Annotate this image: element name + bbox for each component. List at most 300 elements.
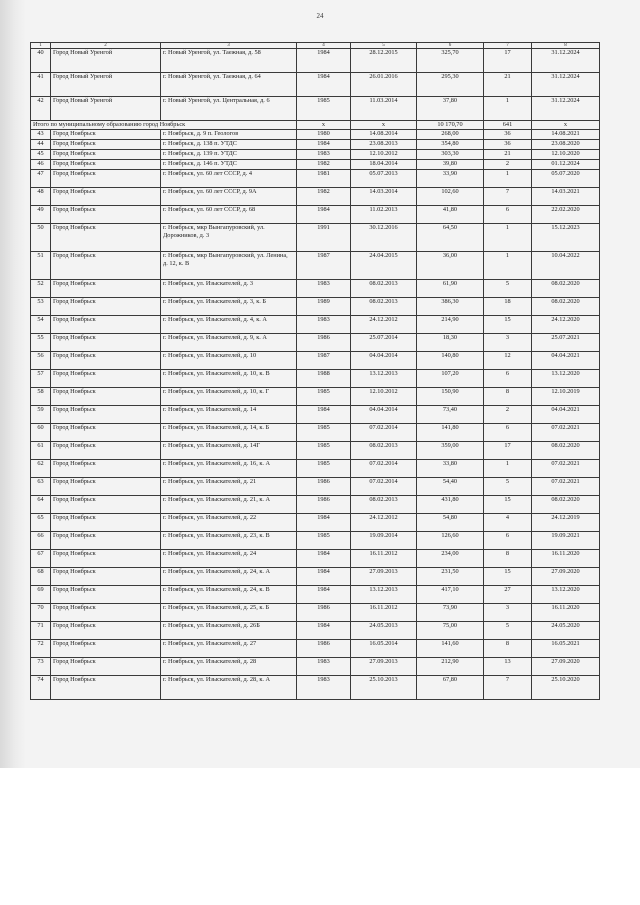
row-number: 59 xyxy=(31,406,51,424)
address-cell: г. Ноябрьск, д. 138 п. УТДС xyxy=(161,140,297,150)
municipality-cell: Город Ноябрьск xyxy=(51,130,161,140)
relocation-deadline-cell: 24.12.2019 xyxy=(532,514,600,532)
build-year-cell: 1984 xyxy=(297,73,351,97)
build-year-cell: 1986 xyxy=(297,604,351,622)
column-number: 3 xyxy=(161,43,297,49)
table-row xyxy=(31,170,600,188)
municipality-cell: Город Ноябрьск xyxy=(51,170,161,188)
relocation-deadline-cell: 16.11.2020 xyxy=(532,550,600,568)
address-cell: г. Ноябрьск, ул. Изыскателей, д. 4, к. А xyxy=(161,316,297,334)
municipality-cell: Город Ноябрьск xyxy=(51,298,161,316)
emergency-date-cell: 07.02.2014 xyxy=(351,460,417,478)
address-cell: г. Ноябрьск, д. 146 п. УТДС xyxy=(161,160,297,170)
table-row xyxy=(31,160,600,170)
emergency-date-cell: 13.12.2013 xyxy=(351,370,417,388)
build-year-cell: 1987 xyxy=(297,252,351,280)
relocation-deadline-cell: 08.02.2020 xyxy=(532,442,600,460)
table-row xyxy=(31,496,600,514)
total-residents: 641 xyxy=(484,121,532,130)
row-number: 66 xyxy=(31,532,51,550)
address-cell: г. Ноябрьск, ул. Изыскателей, д. 24, к. А xyxy=(161,568,297,586)
relocation-deadline-cell: 07.02.2021 xyxy=(532,478,600,496)
build-year-cell: 1984 xyxy=(297,586,351,604)
area-cell: 359,00 xyxy=(417,442,484,460)
municipality-total-row xyxy=(31,121,600,130)
relocation-deadline-cell: 31.12.2024 xyxy=(532,73,600,97)
row-number: 43 xyxy=(31,130,51,140)
row-number: 40 xyxy=(31,49,51,73)
relocation-deadline-cell: 10.04.2022 xyxy=(532,252,600,280)
area-cell: 54,40 xyxy=(417,478,484,496)
address-cell: г. Ноябрьск, ул. Изыскателей, д. 14 xyxy=(161,406,297,424)
build-year-cell: 1986 xyxy=(297,496,351,514)
relocation-deadline-cell: 24.05.2020 xyxy=(532,622,600,640)
table-row xyxy=(31,442,600,460)
municipality-cell: Город Ноябрьск xyxy=(51,160,161,170)
municipality-cell: Город Ноябрьск xyxy=(51,280,161,298)
table-row xyxy=(31,586,600,604)
area-cell: 303,30 xyxy=(417,150,484,160)
row-number: 49 xyxy=(31,206,51,224)
emergency-date-cell: 24.04.2015 xyxy=(351,252,417,280)
emergency-date-cell: 08.02.2013 xyxy=(351,496,417,514)
area-cell: 431,80 xyxy=(417,496,484,514)
row-number: 69 xyxy=(31,586,51,604)
municipality-cell: Город Ноябрьск xyxy=(51,140,161,150)
column-number: 1 xyxy=(31,43,51,49)
build-year-cell: 1984 xyxy=(297,406,351,424)
build-year-cell: 1983 xyxy=(297,150,351,160)
relocation-deadline-cell: 08.02.2020 xyxy=(532,280,600,298)
residents-cell: 6 xyxy=(484,424,532,442)
row-number: 70 xyxy=(31,604,51,622)
residents-cell: 17 xyxy=(484,49,532,73)
total-area: 10 170,70 xyxy=(417,121,484,130)
relocation-deadline-cell: 27.09.2020 xyxy=(532,658,600,676)
build-year-cell: 1980 xyxy=(297,130,351,140)
area-cell: 107,20 xyxy=(417,370,484,388)
build-year-cell: 1988 xyxy=(297,370,351,388)
table-row xyxy=(31,676,600,700)
build-year-cell: 1984 xyxy=(297,140,351,150)
row-number: 68 xyxy=(31,568,51,586)
residents-cell: 4 xyxy=(484,514,532,532)
emergency-date-cell: 14.08.2014 xyxy=(351,130,417,140)
row-number: 48 xyxy=(31,188,51,206)
residents-cell: 17 xyxy=(484,442,532,460)
residents-cell: 15 xyxy=(484,496,532,514)
area-cell: 33,80 xyxy=(417,460,484,478)
column-number: 5 xyxy=(351,43,417,49)
address-cell: г. Ноябрьск, ул. Изыскателей, д. 16, к. А xyxy=(161,460,297,478)
emergency-date-cell: 16.05.2014 xyxy=(351,640,417,658)
residents-cell: 21 xyxy=(484,150,532,160)
address-cell: г. Ноябрьск, ул. Изыскателей, д. 14, к. Б xyxy=(161,424,297,442)
row-number: 61 xyxy=(31,442,51,460)
address-cell: г. Ноябрьск, д. 139 п. УТДС xyxy=(161,150,297,160)
table-row xyxy=(31,73,600,97)
row-number: 64 xyxy=(31,496,51,514)
row-number: 58 xyxy=(31,388,51,406)
residents-cell: 7 xyxy=(484,188,532,206)
build-year-cell: 1985 xyxy=(297,97,351,121)
municipality-cell: Город Ноябрьск xyxy=(51,370,161,388)
table-row xyxy=(31,130,600,140)
row-number: 55 xyxy=(31,334,51,352)
emergency-date-cell: 14.03.2014 xyxy=(351,188,417,206)
area-cell: 141,60 xyxy=(417,640,484,658)
address-cell: г. Ноябрьск, ул. Изыскателей, д. 22 xyxy=(161,514,297,532)
relocation-deadline-cell: 16.11.2020 xyxy=(532,604,600,622)
table-row xyxy=(31,298,600,316)
municipality-cell: Город Ноябрьск xyxy=(51,586,161,604)
address-cell: г. Ноябрьск, ул. Изыскателей, д. 24 xyxy=(161,550,297,568)
build-year-cell: 1982 xyxy=(297,188,351,206)
address-cell: г. Ноябрьск, ул. Изыскателей, д. 21, к. А xyxy=(161,496,297,514)
table-row xyxy=(31,334,600,352)
address-cell: г. Ноябрьск, ул. Изыскателей, д. 25, к. Б xyxy=(161,604,297,622)
municipality-cell: Город Ноябрьск xyxy=(51,496,161,514)
row-number: 42 xyxy=(31,97,51,121)
table-row xyxy=(31,640,600,658)
build-year-cell: 1982 xyxy=(297,160,351,170)
residents-cell: 6 xyxy=(484,532,532,550)
area-cell: 214,90 xyxy=(417,316,484,334)
relocation-deadline-cell: 13.12.2020 xyxy=(532,586,600,604)
municipality-cell: Город Ноябрьск xyxy=(51,352,161,370)
emergency-date-cell: 27.09.2013 xyxy=(351,568,417,586)
municipality-cell: Город Ноябрьск xyxy=(51,406,161,424)
municipality-cell: Город Ноябрьск xyxy=(51,224,161,252)
municipality-cell: Город Ноябрьск xyxy=(51,640,161,658)
municipality-cell: Город Ноябрьск xyxy=(51,532,161,550)
area-cell: 41,80 xyxy=(417,206,484,224)
table-row xyxy=(31,622,600,640)
residents-cell: 1 xyxy=(484,170,532,188)
municipality-cell: Город Ноябрьск xyxy=(51,388,161,406)
row-number: 71 xyxy=(31,622,51,640)
column-number: 2 xyxy=(51,43,161,49)
page-bottom-margin xyxy=(0,768,640,905)
address-cell: г. Ноябрьск, ул. Изыскателей, д. 10, к. В xyxy=(161,370,297,388)
residents-cell: 3 xyxy=(484,334,532,352)
build-year-cell: 1985 xyxy=(297,442,351,460)
area-cell: 417,10 xyxy=(417,586,484,604)
relocation-deadline-cell: 08.02.2020 xyxy=(532,298,600,316)
area-cell: 150,90 xyxy=(417,388,484,406)
row-number: 50 xyxy=(31,224,51,252)
address-cell: г. Ноябрьск, ул. Изыскателей, д. 10, к. Г xyxy=(161,388,297,406)
municipality-cell: Город Ноябрьск xyxy=(51,206,161,224)
relocation-deadline-cell: 07.02.2021 xyxy=(532,460,600,478)
municipality-cell: Город Ноябрьск xyxy=(51,442,161,460)
build-year-cell: 1983 xyxy=(297,676,351,700)
municipality-cell: Город Ноябрьск xyxy=(51,676,161,700)
emergency-date-cell: 18.04.2014 xyxy=(351,160,417,170)
residents-cell: 2 xyxy=(484,160,532,170)
residents-cell: 21 xyxy=(484,73,532,97)
emergency-date-cell: 04.04.2014 xyxy=(351,352,417,370)
build-year-cell: 1984 xyxy=(297,206,351,224)
build-year-cell: 1986 xyxy=(297,478,351,496)
relocation-deadline-cell: 23.08.2020 xyxy=(532,140,600,150)
emergency-date-cell: 12.10.2012 xyxy=(351,388,417,406)
row-number: 44 xyxy=(31,140,51,150)
area-cell: 36,00 xyxy=(417,252,484,280)
address-cell: г. Ноябрьск, ул. 60 лет СССР, д. 68 xyxy=(161,206,297,224)
row-number: 52 xyxy=(31,280,51,298)
table-row xyxy=(31,604,600,622)
emergency-date-cell: 24.12.2012 xyxy=(351,316,417,334)
table-row xyxy=(31,352,600,370)
relocation-deadline-cell: 12.10.2019 xyxy=(532,388,600,406)
build-year-cell: 1983 xyxy=(297,658,351,676)
address-cell: г. Ноябрьск, мкр Вынгапуровский, ул. Ленина, д. 12, к. В xyxy=(161,252,297,280)
emergency-date-cell: 05.07.2013 xyxy=(351,170,417,188)
row-number: 57 xyxy=(31,370,51,388)
relocation-deadline-cell: 25.10.2020 xyxy=(532,676,600,700)
municipality-cell: Город Ноябрьск xyxy=(51,460,161,478)
table-row xyxy=(31,316,600,334)
emergency-date-cell: 16.11.2012 xyxy=(351,550,417,568)
residents-cell: 7 xyxy=(484,676,532,700)
relocation-deadline-cell: 31.12.2024 xyxy=(532,97,600,121)
residents-cell: 1 xyxy=(484,97,532,121)
relocation-deadline-cell: 12.10.2020 xyxy=(532,150,600,160)
municipality-cell: Город Ноябрьск xyxy=(51,316,161,334)
row-number: 46 xyxy=(31,160,51,170)
relocation-deadline-cell: 19.09.2021 xyxy=(532,532,600,550)
table-row xyxy=(31,49,600,73)
address-cell: г. Ноябрьск, ул. 60 лет СССР, д. 4 xyxy=(161,170,297,188)
area-cell: 73,90 xyxy=(417,604,484,622)
area-cell: 18,30 xyxy=(417,334,484,352)
total-date: x xyxy=(351,121,417,130)
municipality-cell: Город Новый Уренгой xyxy=(51,73,161,97)
address-cell: г. Новый Уренгой, ул. Таежная, д. 58 xyxy=(161,49,297,73)
build-year-cell: 1984 xyxy=(297,49,351,73)
emergency-date-cell: 08.02.2013 xyxy=(351,280,417,298)
build-year-cell: 1987 xyxy=(297,352,351,370)
row-number: 45 xyxy=(31,150,51,160)
residents-cell: 36 xyxy=(484,130,532,140)
build-year-cell: 1985 xyxy=(297,460,351,478)
address-cell: г. Новый Уренгой, ул. Центральная, д. 6 xyxy=(161,97,297,121)
table-row xyxy=(31,206,600,224)
municipality-cell: Город Ноябрьск xyxy=(51,514,161,532)
area-cell: 354,80 xyxy=(417,140,484,150)
emergency-date-cell: 25.07.2014 xyxy=(351,334,417,352)
row-number: 53 xyxy=(31,298,51,316)
emergency-date-cell: 12.10.2012 xyxy=(351,150,417,160)
address-cell: г. Ноябрьск, ул. Изыскателей, д. 26Б xyxy=(161,622,297,640)
build-year-cell: 1981 xyxy=(297,170,351,188)
address-cell: г. Ноябрьск, ул. Изыскателей, д. 21 xyxy=(161,478,297,496)
relocation-deadline-cell: 14.03.2021 xyxy=(532,188,600,206)
residents-cell: 6 xyxy=(484,206,532,224)
municipality-cell: Город Ноябрьск xyxy=(51,622,161,640)
emergency-date-cell: 16.11.2012 xyxy=(351,604,417,622)
area-cell: 39,80 xyxy=(417,160,484,170)
relocation-deadline-cell: 14.08.2021 xyxy=(532,130,600,140)
relocation-deadline-cell: 01.12.2024 xyxy=(532,160,600,170)
residents-cell: 8 xyxy=(484,640,532,658)
area-cell: 268,00 xyxy=(417,130,484,140)
residents-cell: 15 xyxy=(484,568,532,586)
emergency-date-cell: 11.02.2013 xyxy=(351,206,417,224)
column-number: 6 xyxy=(417,43,484,49)
row-number: 54 xyxy=(31,316,51,334)
total-label: Итого по муниципальному образованию город Ноябрьск xyxy=(31,121,297,130)
build-year-cell: 1985 xyxy=(297,424,351,442)
emergency-date-cell: 23.08.2013 xyxy=(351,140,417,150)
build-year-cell: 1984 xyxy=(297,568,351,586)
table-row xyxy=(31,140,600,150)
table-row xyxy=(31,388,600,406)
relocation-deadline-cell: 16.05.2021 xyxy=(532,640,600,658)
table-row xyxy=(31,658,600,676)
emergency-date-cell: 26.01.2016 xyxy=(351,73,417,97)
relocation-deadline-cell: 07.02.2021 xyxy=(532,424,600,442)
build-year-cell: 1983 xyxy=(297,280,351,298)
emergency-date-cell: 30.12.2016 xyxy=(351,224,417,252)
address-cell: г. Ноябрьск, ул. Изыскателей, д. 14Г xyxy=(161,442,297,460)
table-row xyxy=(31,406,600,424)
build-year-cell: 1985 xyxy=(297,388,351,406)
table-row xyxy=(31,97,600,121)
residents-cell: 27 xyxy=(484,586,532,604)
column-number: 8 xyxy=(532,43,600,49)
residents-cell: 1 xyxy=(484,252,532,280)
area-cell: 73,40 xyxy=(417,406,484,424)
municipality-cell: Город Ноябрьск xyxy=(51,334,161,352)
address-cell: г. Ноябрьск, мкр Вынгапуровский, ул. Дорожников, д. 3 xyxy=(161,224,297,252)
table-row xyxy=(31,424,600,442)
municipality-cell: Город Ноябрьск xyxy=(51,188,161,206)
area-cell: 295,30 xyxy=(417,73,484,97)
residents-cell: 36 xyxy=(484,140,532,150)
residents-cell: 1 xyxy=(484,460,532,478)
row-number: 51 xyxy=(31,252,51,280)
relocation-deadline-cell: 05.07.2020 xyxy=(532,170,600,188)
area-cell: 140,80 xyxy=(417,352,484,370)
table-row xyxy=(31,150,600,160)
table-row xyxy=(31,370,600,388)
residents-cell: 15 xyxy=(484,316,532,334)
address-cell: г. Ноябрьск, д. 9 п. Геологов xyxy=(161,130,297,140)
residents-cell: 2 xyxy=(484,406,532,424)
relocation-deadline-cell: 15.12.2023 xyxy=(532,224,600,252)
total-year: x xyxy=(297,121,351,130)
row-number: 74 xyxy=(31,676,51,700)
row-number: 41 xyxy=(31,73,51,97)
residents-cell: 5 xyxy=(484,280,532,298)
emergency-date-cell: 27.09.2013 xyxy=(351,658,417,676)
area-cell: 212,90 xyxy=(417,658,484,676)
row-number: 73 xyxy=(31,658,51,676)
municipality-cell: Город Ноябрьск xyxy=(51,658,161,676)
area-cell: 231,50 xyxy=(417,568,484,586)
total-deadline: x xyxy=(532,121,600,130)
relocation-deadline-cell: 24.12.2020 xyxy=(532,316,600,334)
area-cell: 325,70 xyxy=(417,49,484,73)
residents-cell: 5 xyxy=(484,478,532,496)
table-row xyxy=(31,478,600,496)
build-year-cell: 1984 xyxy=(297,622,351,640)
relocation-deadline-cell: 31.12.2024 xyxy=(532,49,600,73)
relocation-deadline-cell: 08.02.2020 xyxy=(532,496,600,514)
emergency-date-cell: 07.02.2014 xyxy=(351,424,417,442)
row-number: 67 xyxy=(31,550,51,568)
residents-cell: 8 xyxy=(484,388,532,406)
residents-cell: 6 xyxy=(484,370,532,388)
municipality-cell: Город Ноябрьск xyxy=(51,550,161,568)
address-cell: г. Ноябрьск, ул. Изыскателей, д. 3 xyxy=(161,280,297,298)
residents-cell: 13 xyxy=(484,658,532,676)
residents-cell: 18 xyxy=(484,298,532,316)
relocation-deadline-cell: 04.04.2021 xyxy=(532,352,600,370)
build-year-cell: 1983 xyxy=(297,316,351,334)
municipality-cell: Город Ноябрьск xyxy=(51,478,161,496)
area-cell: 67,80 xyxy=(417,676,484,700)
column-number: 4 xyxy=(297,43,351,49)
table-row xyxy=(31,532,600,550)
area-cell: 141,80 xyxy=(417,424,484,442)
build-year-cell: 1985 xyxy=(297,532,351,550)
build-year-cell: 1986 xyxy=(297,334,351,352)
table-row xyxy=(31,188,600,206)
residents-cell: 5 xyxy=(484,622,532,640)
address-cell: г. Ноябрьск, ул. Изыскателей, д. 10 xyxy=(161,352,297,370)
row-number: 60 xyxy=(31,424,51,442)
emergency-date-cell: 24.05.2013 xyxy=(351,622,417,640)
municipality-cell: Город Ноябрьск xyxy=(51,568,161,586)
address-cell: г. Ноябрьск, ул. Изыскателей, д. 9, к. А xyxy=(161,334,297,352)
address-cell: г. Ноябрьск, ул. Изыскателей, д. 24, к. В xyxy=(161,586,297,604)
emergency-date-cell: 07.02.2014 xyxy=(351,478,417,496)
row-number: 72 xyxy=(31,640,51,658)
emergency-date-cell: 25.10.2013 xyxy=(351,676,417,700)
address-cell: г. Ноябрьск, ул. Изыскателей, д. 3, к. Б xyxy=(161,298,297,316)
area-cell: 386,30 xyxy=(417,298,484,316)
municipality-cell: Город Ноябрьск xyxy=(51,424,161,442)
table-row xyxy=(31,550,600,568)
page-number: 24 xyxy=(316,12,324,20)
table-row xyxy=(31,568,600,586)
municipality-cell: Город Новый Уренгой xyxy=(51,49,161,73)
address-cell: г. Ноябрьск, ул. Изыскателей, д. 23, к. В xyxy=(161,532,297,550)
column-number: 7 xyxy=(484,43,532,49)
municipality-cell: Город Новый Уренгой xyxy=(51,97,161,121)
relocation-deadline-cell: 25.07.2021 xyxy=(532,334,600,352)
area-cell: 61,90 xyxy=(417,280,484,298)
area-cell: 54,80 xyxy=(417,514,484,532)
build-year-cell: 1989 xyxy=(297,298,351,316)
area-cell: 234,00 xyxy=(417,550,484,568)
build-year-cell: 1991 xyxy=(297,224,351,252)
emergency-date-cell: 19.09.2014 xyxy=(351,532,417,550)
residents-cell: 3 xyxy=(484,604,532,622)
municipality-cell: Город Ноябрьск xyxy=(51,604,161,622)
area-cell: 64,50 xyxy=(417,224,484,252)
emergency-date-cell: 11.03.2014 xyxy=(351,97,417,121)
table-row xyxy=(31,514,600,532)
address-cell: г. Ноябрьск, ул. Изыскателей, д. 28 xyxy=(161,658,297,676)
area-cell: 126,60 xyxy=(417,532,484,550)
address-cell: г. Ноябрьск, ул. Изыскателей, д. 28, к. А xyxy=(161,676,297,700)
build-year-cell: 1986 xyxy=(297,640,351,658)
residents-cell: 1 xyxy=(484,224,532,252)
